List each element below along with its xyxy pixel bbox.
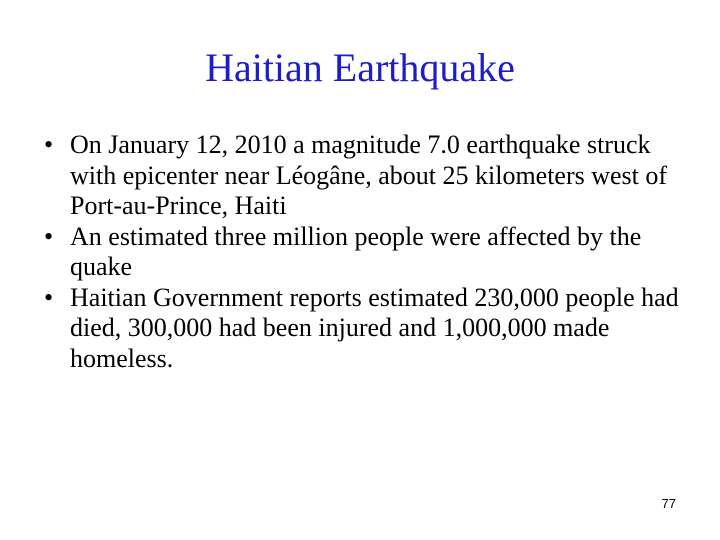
bullet-list bbox=[44, 130, 694, 374]
slide-title: Haitian Earthquake bbox=[205, 45, 515, 90]
bullet-text: Haitian Government reports estimated 230,000 people had died, 300,000 had been injured and 1,000,000 made homeless. bbox=[70, 282, 679, 373]
bullet-item-casualties bbox=[44, 283, 694, 375]
bullet-item-epicenter bbox=[44, 130, 694, 222]
page-number: 77 bbox=[661, 496, 676, 511]
bullet-marker: • bbox=[44, 282, 54, 312]
bullet-text: On January 12, 2010 a magnitude 7.0 earthquake struck with epicenter near Léogâne, about 25 kilometers west of Port-au-Prince, Haiti bbox=[70, 130, 668, 220]
bullet-marker: • bbox=[44, 130, 54, 159]
bullet-marker: • bbox=[44, 221, 54, 251]
bullet-text: An estimated three million people were affected by the quake bbox=[70, 221, 642, 281]
bullet-item-affected bbox=[44, 222, 694, 283]
